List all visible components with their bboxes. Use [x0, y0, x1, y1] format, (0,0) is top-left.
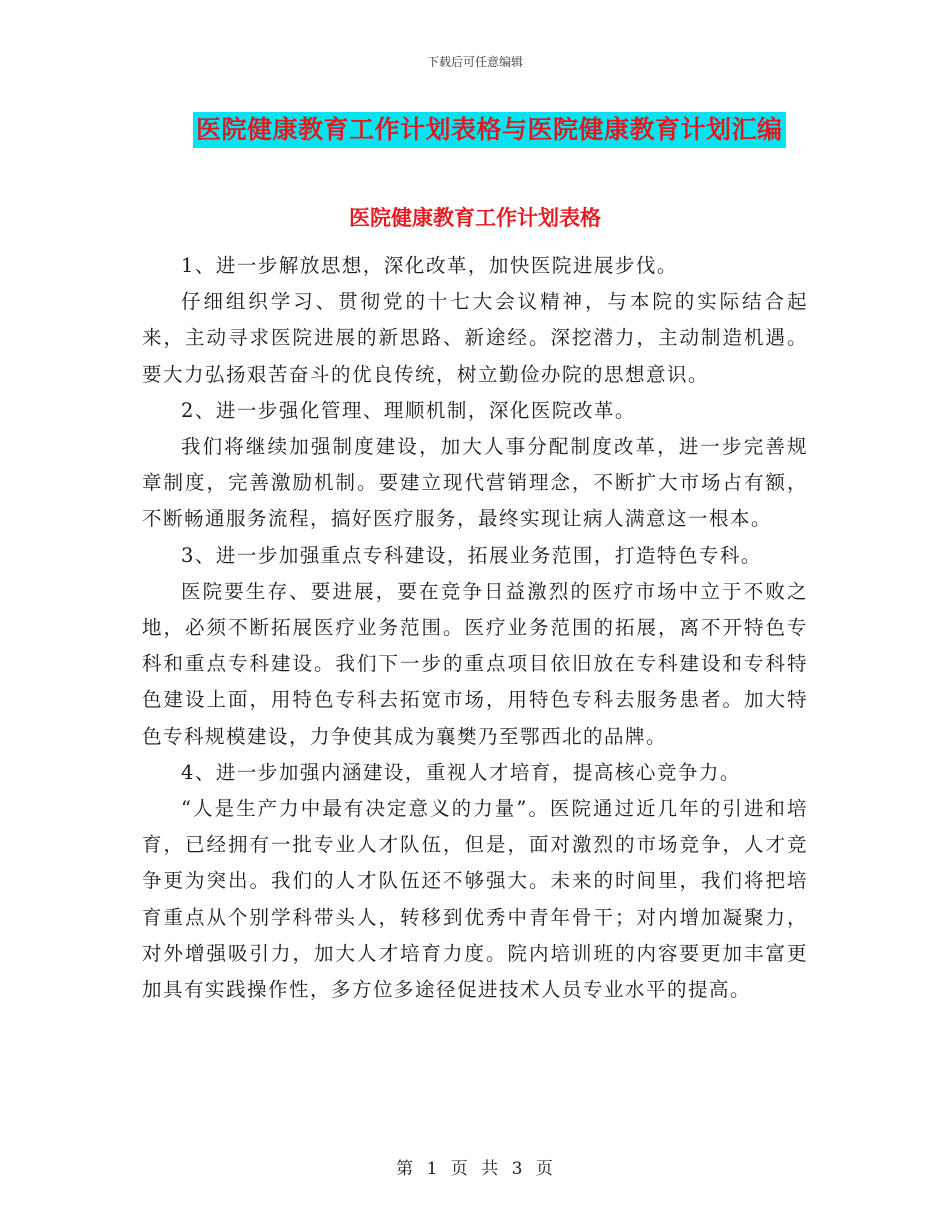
- paragraph: 我们将继续加强制度建设，加大人事分配制度改革，进一步完善规章制度，完善激励机制。要建立现代营销理念，不断扩大市场占有额，不断畅通服务流程，搞好医疗服务，最终实现让病人满意这一根本。: [142, 435, 808, 531]
- paragraph-heading-2: 2、进一步强化管理、理顺机制，深化医院改革。: [181, 398, 636, 422]
- paragraph: “人是生产力中最有决定意义的力量”。医院通过近几年的引进和培育，已经拥有一批专业人才队伍，但是，面对激烈的市场竞争，人才竞争更为突出。我们的人才队伍还不够强大。未来的时间里，我们将把培育重点从个别学科带头人，转移到优秀中青年骨干；对内增加凝聚力，对外增强吸引力，加大人才培育力度。院内培训班的内容要更加丰富更加具有实践操作性，多方位多途径促进技术人员专业水平的提高。: [142, 797, 808, 1002]
- paragraph-heading-1: 1、进一步解放思想，深化改革，加快医院进展步伐。: [181, 254, 678, 277]
- paragraph: 医院要生存、要进展，要在竞争日益激烈的医疗市场中立于不败之地，必须不断拓展医疗业务范围。医疗业务范围的拓展，离不开特色专科和重点专科建设。我们下一步的重点项目依旧放在专科建设和专科特色建设上面，用特色专科去拓宽市场，用特色专科去服务患者。加大特色专科规模建设，力争使其成为襄樊乃至鄂西北的品牌。: [142, 579, 808, 748]
- document-title: 医院健康教育工作计划表格与医院健康教育计划汇编: [193, 112, 786, 148]
- section-title: 医院健康教育工作计划表格: [349, 206, 601, 230]
- paragraph: 仔细组织学习、贯彻党的十七大会议精神，与本院的实际结合起来，主动寻求医院进展的新思路、新途经。深挖潜力，主动制造机遇。要大力弘扬艰苦奋斗的优良传统，树立勤俭办院的思想意识。: [142, 290, 808, 386]
- paragraph-heading-3: 3、进一步加强重点专科建设，拓展业务范围，打造特色专科。: [181, 543, 762, 567]
- document-body: [142, 248, 808, 1008]
- paragraph-heading-4: 4、进一步加强内涵建设，重视人才培育，提高核心竞争力。: [181, 760, 741, 784]
- page-number-footer: 第 1 页 共 3 页: [396, 1159, 554, 1179]
- header-note: 下载后可任意编辑: [426, 55, 523, 69]
